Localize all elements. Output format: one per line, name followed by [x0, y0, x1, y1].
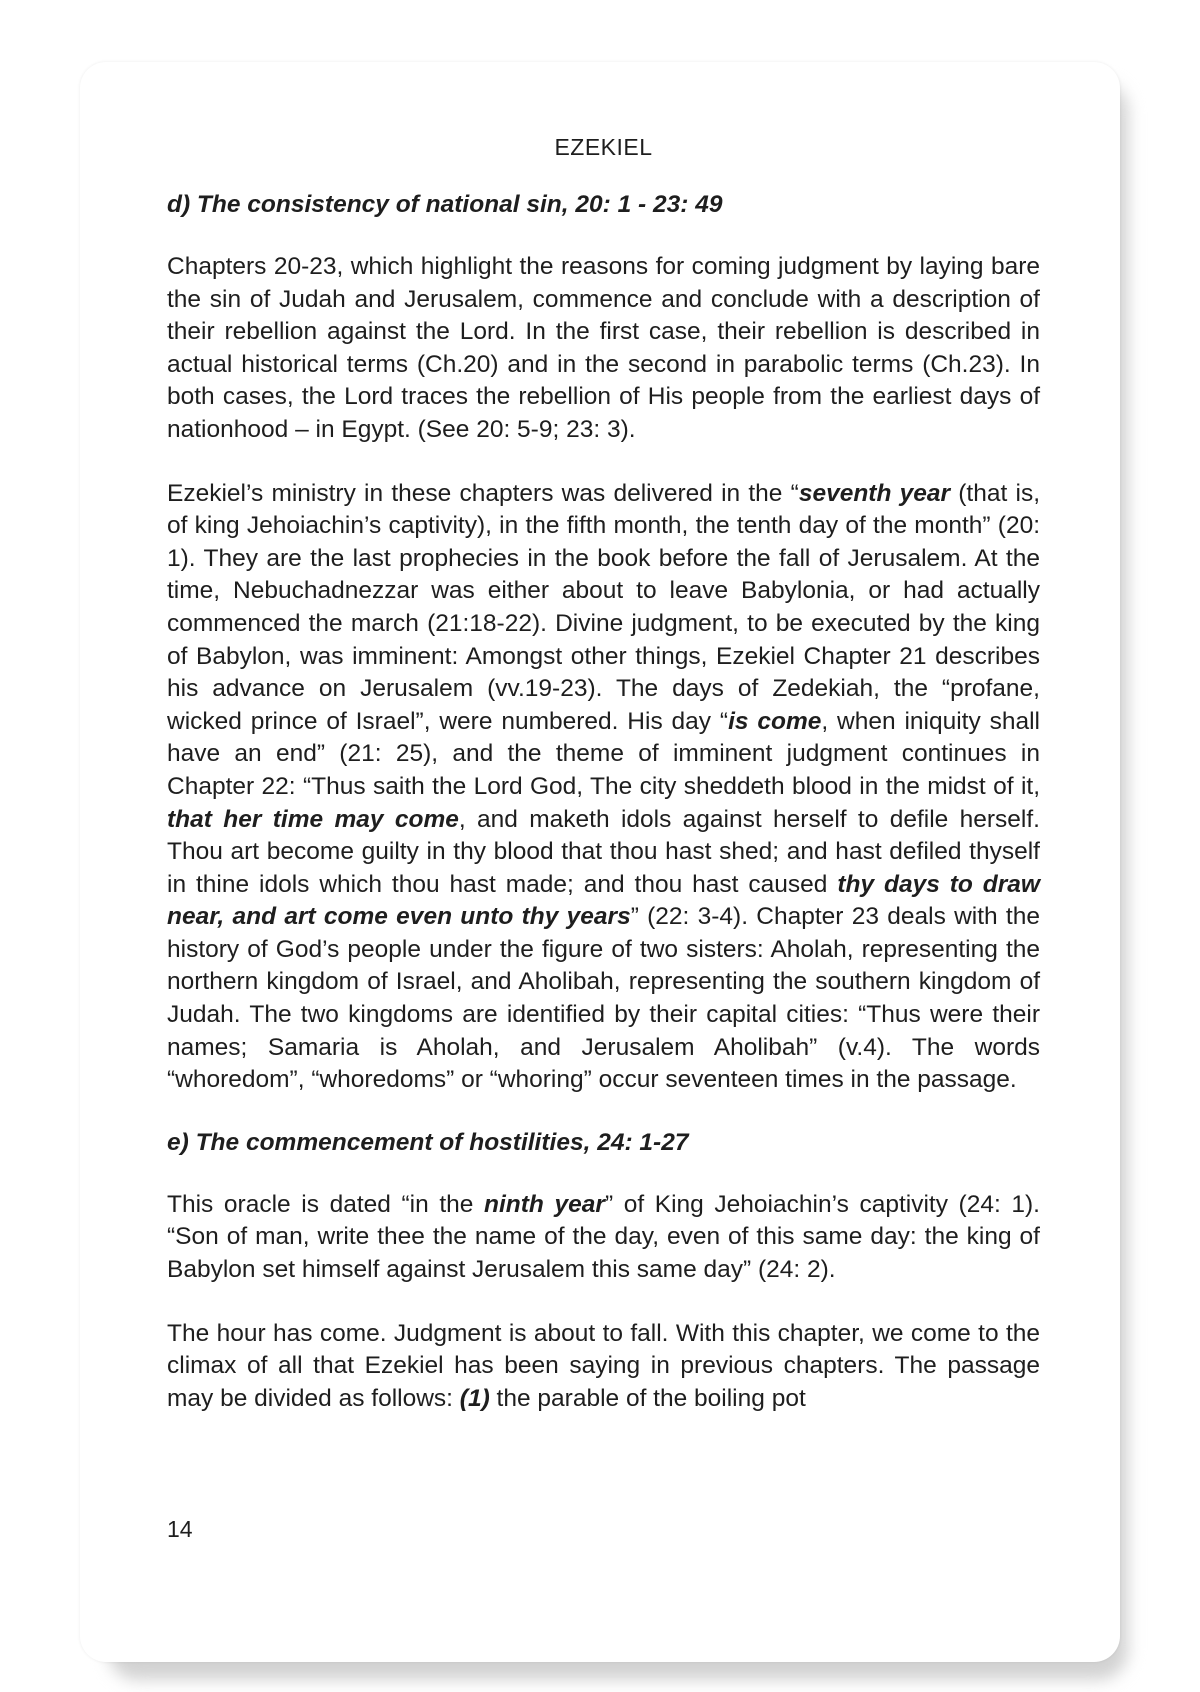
- page-number: 14: [167, 1516, 193, 1542]
- text-run: , and maketh idols against herself to defile herself. Thou art become guilty in thy blood that thou hast shed; and hast defiled thyself in thine idols which thou hast made; and thou hast caused: [167, 805, 1040, 898]
- page-content: [167, 132, 1040, 1446]
- emphasis-text: (1): [459, 1384, 490, 1412]
- text-run: The hour has come. Judgment is about to fall. With this chapter, we come to the climax of all that Ezekiel has been saying in previous chapters. The passage may be divided as follows:: [167, 1319, 1040, 1412]
- paragraph-d1: Chapters 20-23, which highlight the reasons for coming judgment by laying bare the sin of Judah and Jerusalem, commence and conclude with a description of their rebellion against the Lord. In the first case, their rebellion is described in actual historical terms (Ch.20) and in the second in parabolic terms (Ch.23). In both cases, the Lord traces the rebellion of His people from the earliest days of nationhood – in Egypt. (See 20: 5-9; 23: 3).: [167, 253, 1040, 443]
- emphasis-text: thy days to draw near, and art come even unto thy years: [167, 870, 1040, 931]
- emphasis-text: is come: [728, 707, 822, 735]
- text-run: ” of King Jehoiachin’s captivity (24: 1). “Son of man, write thee the name of the day, even of this same day: the king of Babylon set himself against Jerusalem this same day” (24: 2).: [167, 1190, 1040, 1284]
- paragraph-e1: [167, 1189, 1040, 1287]
- paragraph-d2: [167, 478, 1040, 1097]
- section-heading-e: e) The commencement of hostilities, 24: 1-27: [167, 1128, 689, 1156]
- running-head: EZEKIEL: [554, 134, 653, 160]
- section-heading-d: d) The consistency of national sin, 20: 1 - 23: 49: [167, 191, 723, 218]
- text-run: (that is, of king Jehoiachin’s captivity), in the fifth month, the tenth day of the month” (20: 1). They are the last prophecies in the book before the fall of Jerusalem. At the time, Nebuchadnezzar was either about to leave Babylonia, or had actually commenced the march (21:18-22). Divine judgment, to be executed by the king of Babylon, was imminent: Amongst other things, Ezekiel Chapter 21 describes his advance on Jerusalem (vv.19-23). The days of Zedekiah, the “profane, wicked prince of Israel”, were numbered. His day “: [167, 479, 1041, 735]
- text-run: , when iniquity shall have an end” (21: 25), and the theme of imminent judgment continues in Chapter 22: “Thus saith the Lord God, The city sheddeth blood in the midst of it,: [167, 707, 1040, 800]
- emphasis-text: seventh year: [798, 479, 951, 507]
- paragraph-e2: [167, 1318, 1040, 1416]
- text-run: ” (22: 3-4). Chapter 23 deals with the history of God’s people under the figure of two sisters: Aholah, representing the northern kingdom of Israel, and Aholibah, representing the southern kingdom of Judah. The two kingdoms are identified by their capital cities: “Thus were their names; Samaria is Aholah, and Jerusalem Aholibah” (v.4). The words “whoredom”, “whoredoms” or “whoring” occur seventeen times in the passage.: [167, 903, 1040, 1094]
- text-run: the parable of the boiling pot: [489, 1384, 806, 1412]
- emphasis-text: ninth year: [484, 1190, 605, 1218]
- emphasis-text: that her time may come: [167, 805, 459, 833]
- book-page: [80, 62, 1120, 1662]
- text-run: This oracle is dated “in the: [167, 1190, 485, 1218]
- text-run: Ezekiel’s ministry in these chapters was delivered in the “: [167, 479, 799, 507]
